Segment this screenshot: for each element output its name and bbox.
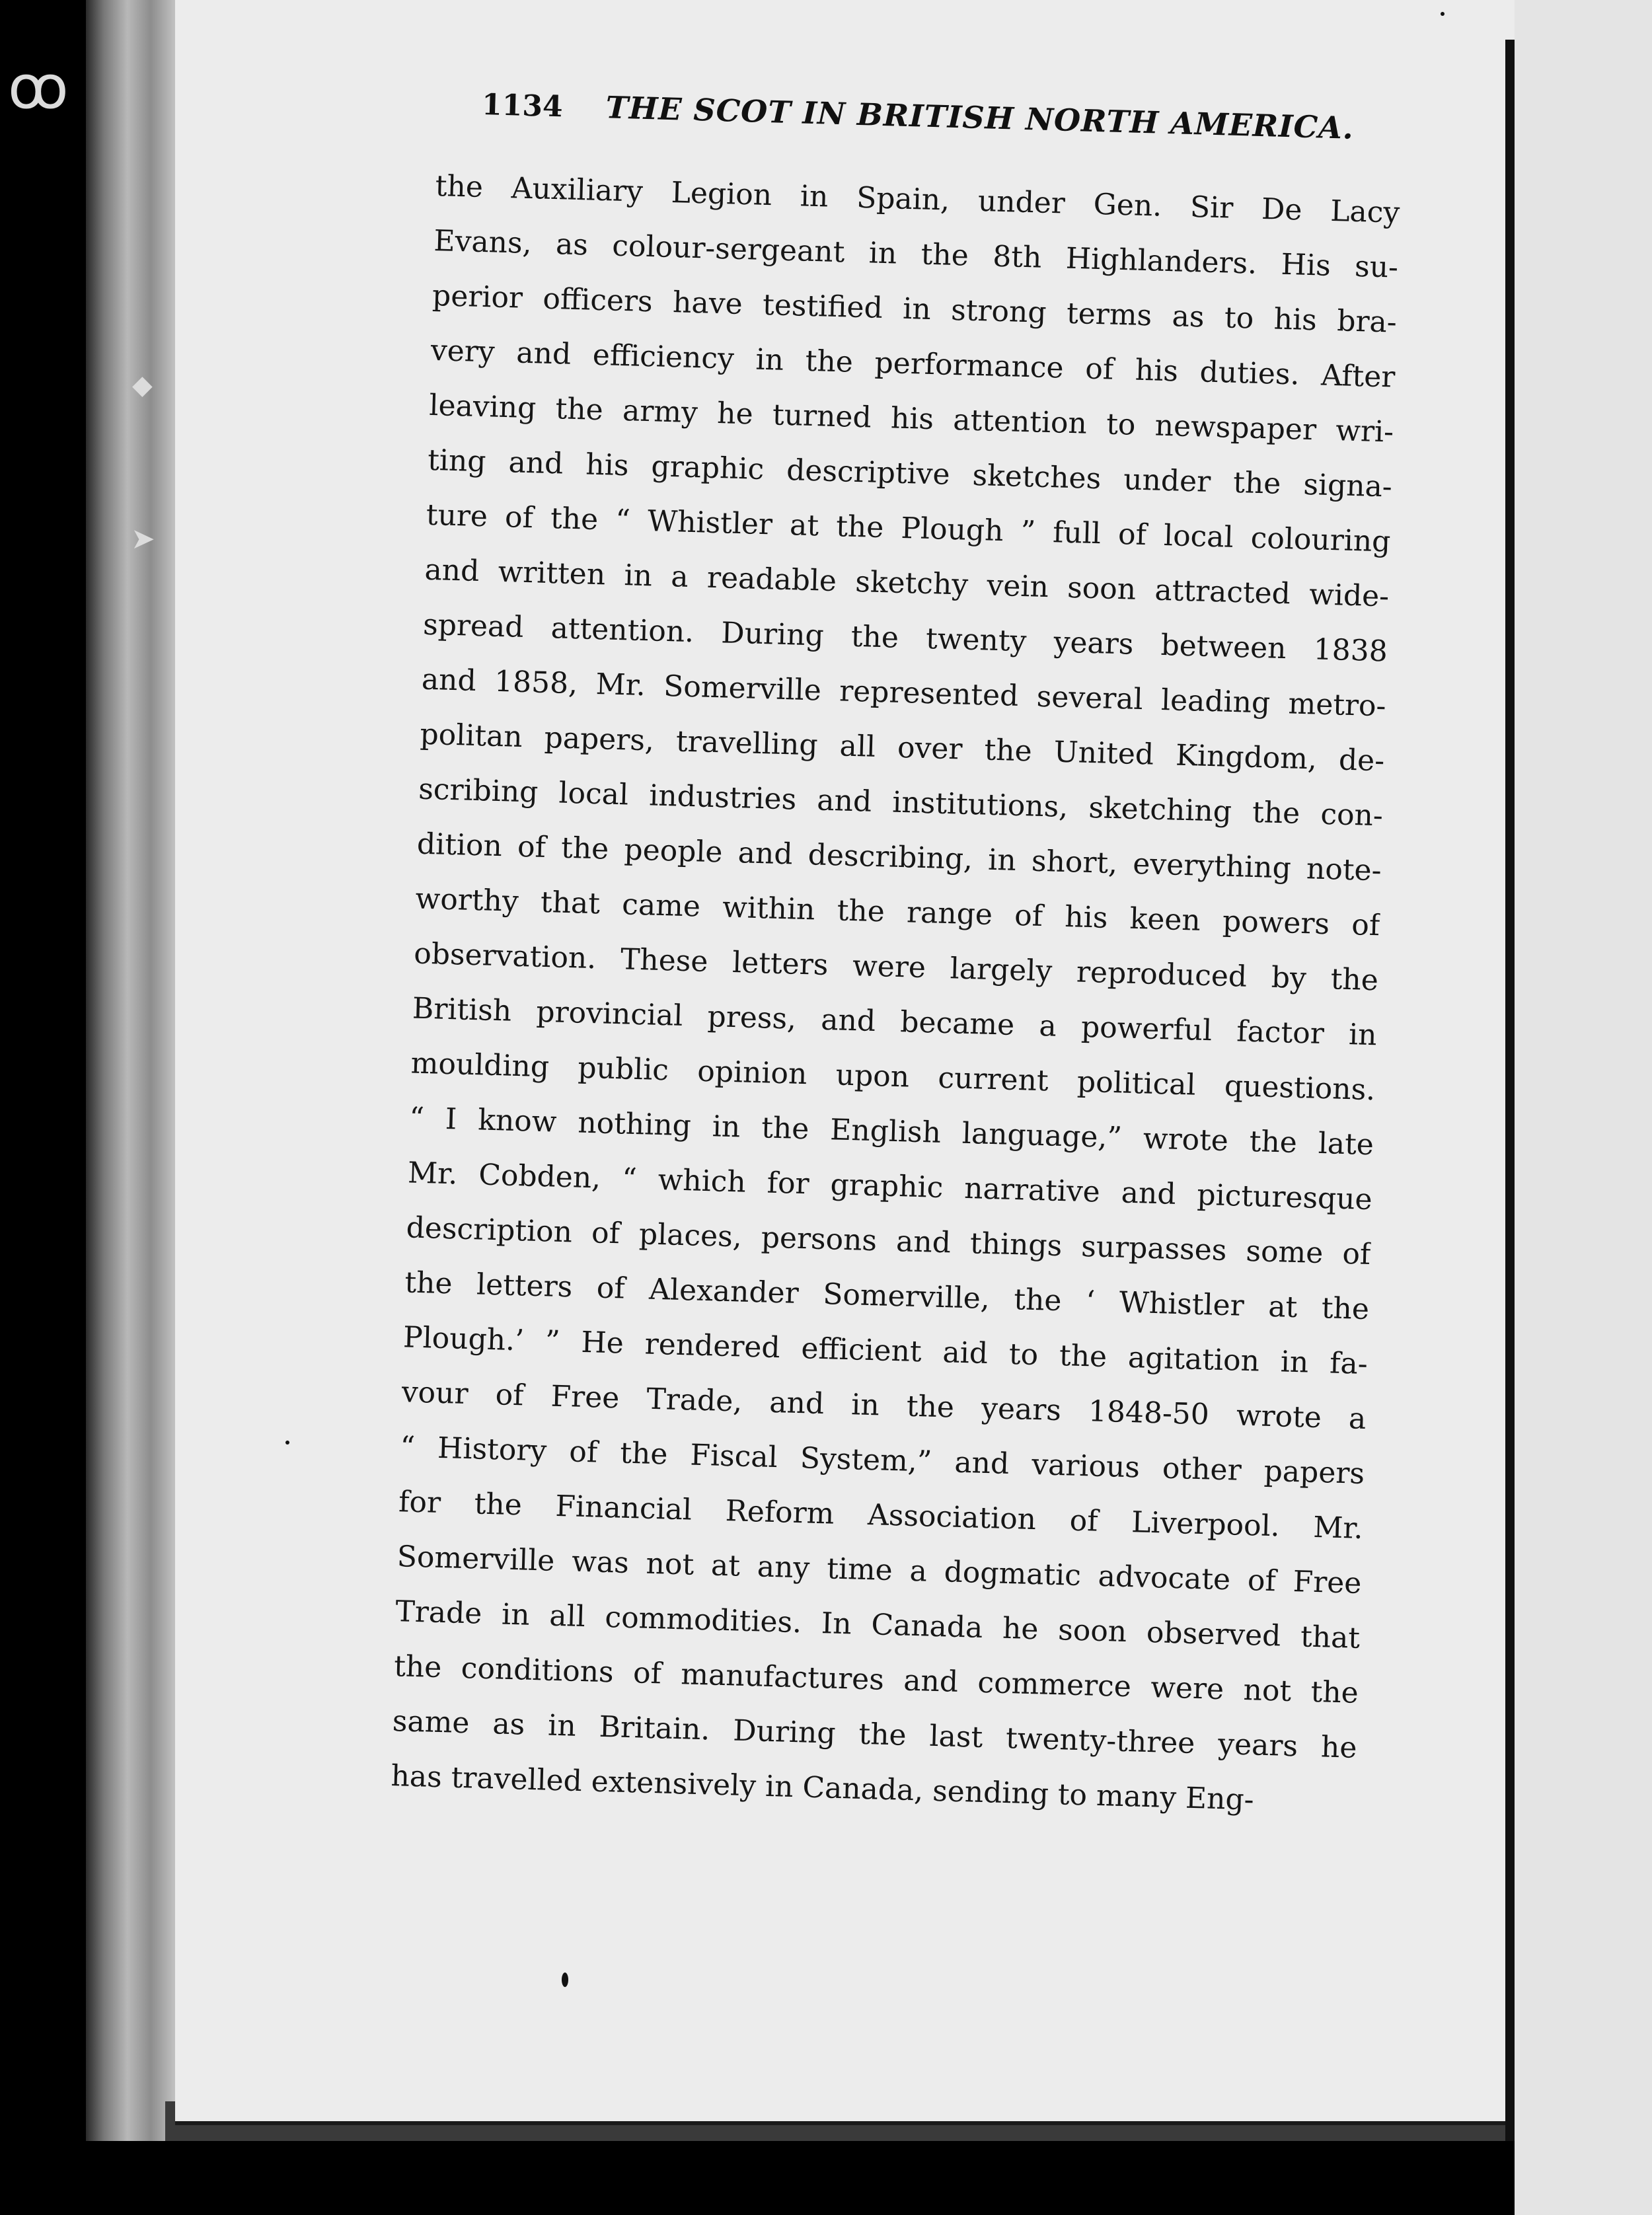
text-line: Plough.’ ” He rendered efficient aid to the agitation in fa- [402,1320,1369,1382]
book-page-edges [86,0,178,2141]
text-line: has travelled extensively in Canada, sending to many Eng- [390,1759,1255,1817]
text-line: spread attention. During the twenty years between 1838 [422,607,1388,669]
text-line: worthy that came within the range of his keen powers of [415,882,1380,943]
text-line: dition of the people and describing, in short, everything note- [416,827,1382,888]
text-line: ting and his graphic descriptive sketches under the signa- [427,443,1393,504]
page-number: 1134 [481,87,564,124]
text-line: and 1858, Mr. Somerville represented several leading metro- [421,662,1387,724]
body-text-block [390,159,1400,1830]
text-line: “ I know nothing in the English language,” wrote the late [408,1101,1374,1162]
running-head-title: THE SCOT IN BRITISH NORTH AMERICA. [605,89,1355,146]
text-line: scribing local industries and institutions, sketching the con- [418,772,1384,833]
text-line: the Auxiliary Legion in Spain, under Gen. Sir De Lacy [435,169,1400,230]
text-line: vour of Free Trade, and in the years 1848-50 wrote a [401,1375,1367,1437]
ink-speck [285,1441,289,1445]
gutter-divider [1505,40,1515,2141]
text-line: description of places, persons and things surpasses some of [406,1211,1371,1272]
edge-arrow-mark: ➤ [131,522,155,556]
text-line: leaving the army he turned his attention to newspaper wri- [428,388,1394,449]
text-line: “ History of the Fiscal System,” and various other papers [399,1430,1365,1491]
text-line: perior officers have testified in strong terms as to his bra- [432,278,1398,340]
edge-speck-mark: ◆ [132,370,153,400]
text-line: and written in a readable sketchy vein soon attracted wide- [424,552,1390,614]
text-line: Mr. Cobden, “ which for graphic narrative and picturesque [407,1156,1373,1217]
ink-speck [1441,12,1445,16]
text-line: very and efficiency in the performance of his duties. After [430,333,1396,394]
text-line: for the Financial Reform Association of Liverpool. Mr. [398,1485,1364,1546]
text-line: ture of the “ Whistler at the Plough ” full of local colouring [426,498,1392,559]
text-line: British provincial press, and became a powerful factor in [412,991,1378,1053]
text-line: moulding public opinion upon current political questions. [410,1046,1376,1108]
text-line: same as in Britain. During the last twenty-three years he [392,1704,1358,1765]
text-line: Evans, as colour-sergeant in the 8th Highlanders. His su- [433,223,1399,285]
text-line: observation. These letters were largely reproduced by the [413,936,1379,998]
ink-speck [562,1972,568,1987]
text-line: politan papers, travelling all over the United Kingdom, de- [419,717,1385,778]
text-line: the conditions of manufactures and commerce were not the [393,1649,1359,1710]
edge-scribble-mark: ꝏ [8,53,69,122]
facing-page-margin [1515,0,1652,2215]
text-line: the letters of Alexander Somerville, the ‘ Whistler at the [404,1265,1370,1327]
text-line: Somerville was not at any time a dogmatic advocate of Free [396,1540,1363,1600]
text-line: Trade in all commodities. In Canada he soon observed that [394,1595,1361,1655]
